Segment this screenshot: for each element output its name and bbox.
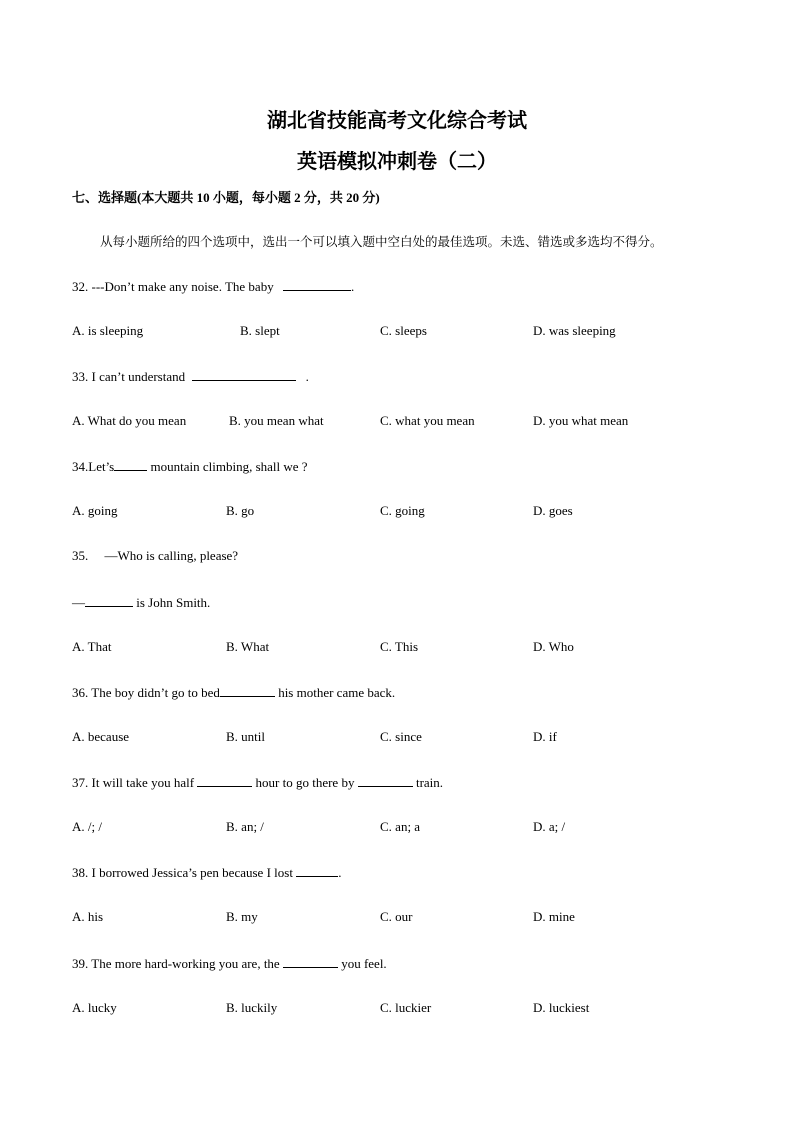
question-33-stem-end: . <box>305 369 309 384</box>
option-c: C. This <box>380 639 419 654</box>
option-a: A. What do you mean <box>72 413 187 428</box>
option-d: D. goes <box>533 503 573 518</box>
option-c: C. since <box>380 729 422 744</box>
option-a: A. lucky <box>72 1000 117 1015</box>
option-a: A. /; / <box>72 819 102 834</box>
question-35-line2-end: is John Smith. <box>136 595 211 610</box>
option-c: C. going <box>380 503 425 518</box>
option-d: D. luckiest <box>533 1000 590 1015</box>
question-33-stem: 33. I can’t understand <box>72 369 186 384</box>
option-b: B. you mean what <box>229 413 324 428</box>
section-instruction: 从每小题所给的四个选项中，选出一个可以填入题中空白处的最佳选项。未选、错选或多选均不得分。 <box>100 234 663 249</box>
exam-subtitle: 英语模拟冲刺卷（二） <box>297 149 497 173</box>
question-38-stem-end: . <box>338 865 342 880</box>
question-35-blank <box>85 594 133 607</box>
option-d: D. was sleeping <box>533 323 616 338</box>
question-38-stem: 38. I borrowed Jessica’s pen because I lost <box>72 865 293 880</box>
question-37-stem: 37. It will take you half <box>72 775 195 790</box>
question-36 <box>72 684 395 701</box>
question-37 <box>72 774 443 791</box>
question-35-dash: — <box>72 595 85 610</box>
option-a: A. That <box>72 639 112 654</box>
exam-title: 湖北省技能高考文化综合考试 <box>267 108 527 132</box>
question-38-blank <box>296 864 338 877</box>
option-b: B. luckily <box>226 1000 278 1015</box>
option-a: A. because <box>72 729 130 744</box>
question-39-blank <box>283 955 338 968</box>
option-d: D. mine <box>533 909 575 924</box>
question-39-stem-end: you feel. <box>341 956 387 971</box>
option-c: C. sleeps <box>380 323 427 338</box>
question-37-stem-end: train. <box>415 775 444 790</box>
option-b: B. What <box>226 639 270 654</box>
question-34-stem-end: mountain climbing, shall we ? <box>150 459 308 474</box>
question-34-stem: 34.Let’s <box>72 459 115 474</box>
question-36-stem-end: his mother came back. <box>278 685 396 700</box>
question-32-stem: 32. ---Don’t make any noise. The baby <box>72 279 274 294</box>
question-39-stem: 39. The more hard-working you are, the <box>72 956 280 971</box>
option-c: C. luckier <box>380 1000 432 1015</box>
option-b: B. slept <box>240 323 280 338</box>
option-c: C. our <box>380 909 413 924</box>
section-heading: 七、选择题(本大题共 10 小题，每小题 2 分，共 20 分) <box>72 190 380 205</box>
question-33-blank <box>192 368 296 381</box>
option-b: B. go <box>226 503 255 518</box>
question-32 <box>72 278 354 295</box>
option-a: A. going <box>72 503 118 518</box>
question-32-stem-end: . <box>350 279 355 294</box>
option-b: B. an; / <box>226 819 264 834</box>
option-c: C. an; a <box>380 819 421 834</box>
option-d: D. a; / <box>533 819 566 834</box>
option-d: D. Who <box>533 639 574 654</box>
option-b: B. my <box>226 909 258 924</box>
question-34 <box>72 458 308 475</box>
question-35: 35. —Who is calling, please? <box>72 548 239 563</box>
question-38 <box>72 864 341 881</box>
question-37-blank-2 <box>358 774 413 787</box>
question-32-blank <box>283 278 351 291</box>
option-a: A. his <box>72 909 104 924</box>
question-34-blank <box>114 458 147 471</box>
option-b: B. until <box>226 729 266 744</box>
option-c: C. what you mean <box>380 413 475 428</box>
question-36-blank <box>220 684 275 697</box>
question-37-stem-mid: hour to go there by <box>255 775 355 790</box>
option-d: D. you what mean <box>533 413 629 428</box>
option-a: A. is sleeping <box>72 323 144 338</box>
option-d: D. if <box>533 729 557 744</box>
question-37-blank-1 <box>197 774 252 787</box>
question-36-stem: 36. The boy didn’t go to bed <box>72 685 220 700</box>
question-39 <box>72 955 387 972</box>
question-33 <box>72 368 309 385</box>
question-35-line2 <box>72 594 210 611</box>
